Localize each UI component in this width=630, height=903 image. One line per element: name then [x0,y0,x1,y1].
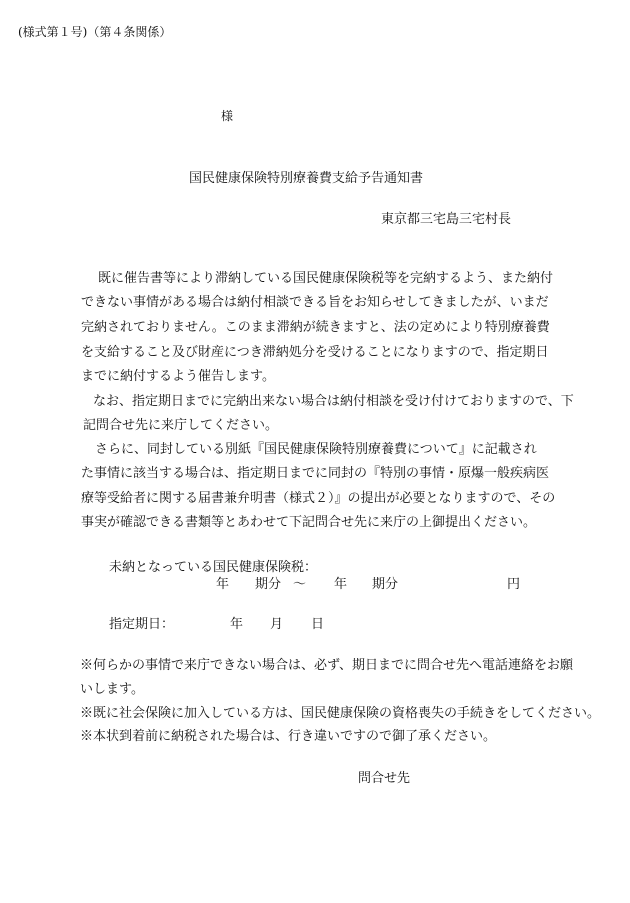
contact-label: 問合せ先 [358,771,411,786]
unpaid-range-tilde: ～ [293,577,307,592]
due-date-month: 月 [270,617,284,632]
note-line: ※既に社会保険に加入している方は、国民健康保険の資格喪失の手続きをしてください。 [80,706,601,721]
unpaid-year-1: 年 [216,577,230,592]
due-date-label: 指定期日： [109,617,175,632]
unpaid-tax-label: 未納となっている国民健康保険税： [109,560,318,575]
issuer-name: 東京都三宅島三宅村長 [381,212,512,227]
paragraph-line: できない事情がある場合は納付相談できる旨をお知らせしてきましたが、いまだ [81,295,549,310]
due-date-year: 年 [230,617,244,632]
paragraph-line: までに納付するよう催告します。 [81,369,275,384]
note-line: いします。 [80,682,144,697]
note-line: ※本状到着前に納税された場合は、行き違いですので御了承ください。 [80,729,497,744]
unpaid-period-2: 期分 [372,577,399,592]
document-title: 国民健康保険特別療養費支給予告通知書 [189,171,424,186]
unpaid-yen: 円 [507,577,521,592]
note-line: ※何らかの事情で来庁できない場合は、必ず、期日までに問合せ先へ電話連絡をお願 [80,658,573,673]
unpaid-year-2: 年 [334,577,348,592]
paragraph-line: なお、指定期日までに完納出来ない場合は納付相談を受け付けておりますので、下 [93,394,574,409]
paragraph-line: た事情に該当する場合は、指定期日までに同封の『特別の事情・原爆一般疾病医 [81,466,550,481]
paragraph-line: 記問合せ先に来庁してください。 [83,418,279,433]
form-number: (様式第１号)（第４条関係） [18,25,172,39]
paragraph-line: 事実が確認できる書類等とあわせて下記問合せ先に来庁の上御提出ください。 [81,515,537,530]
addressee-suffix: 様 [221,109,234,123]
paragraph-line: を支給すること及び財産につき滞納処分を受けることになりますので、指定期日 [81,345,549,360]
paragraph-line: 既に催告書等により滞納している国民健康保険税等を完納するよう、また納付 [98,271,554,286]
paragraph-line: 療等受給者に関する届書兼弁明書（様式２）』の提出が必要となりますので、その [81,491,556,506]
paragraph-line: さらに、同封している別紙『国民健康保険特別療養費について』に記載され [95,442,537,457]
due-date-day: 日 [311,617,325,632]
unpaid-period-1: 期分 [255,577,282,592]
paragraph-line: 完納されておりません。このまま滞納が続きますと、法の定めにより特別療養費 [81,320,550,335]
